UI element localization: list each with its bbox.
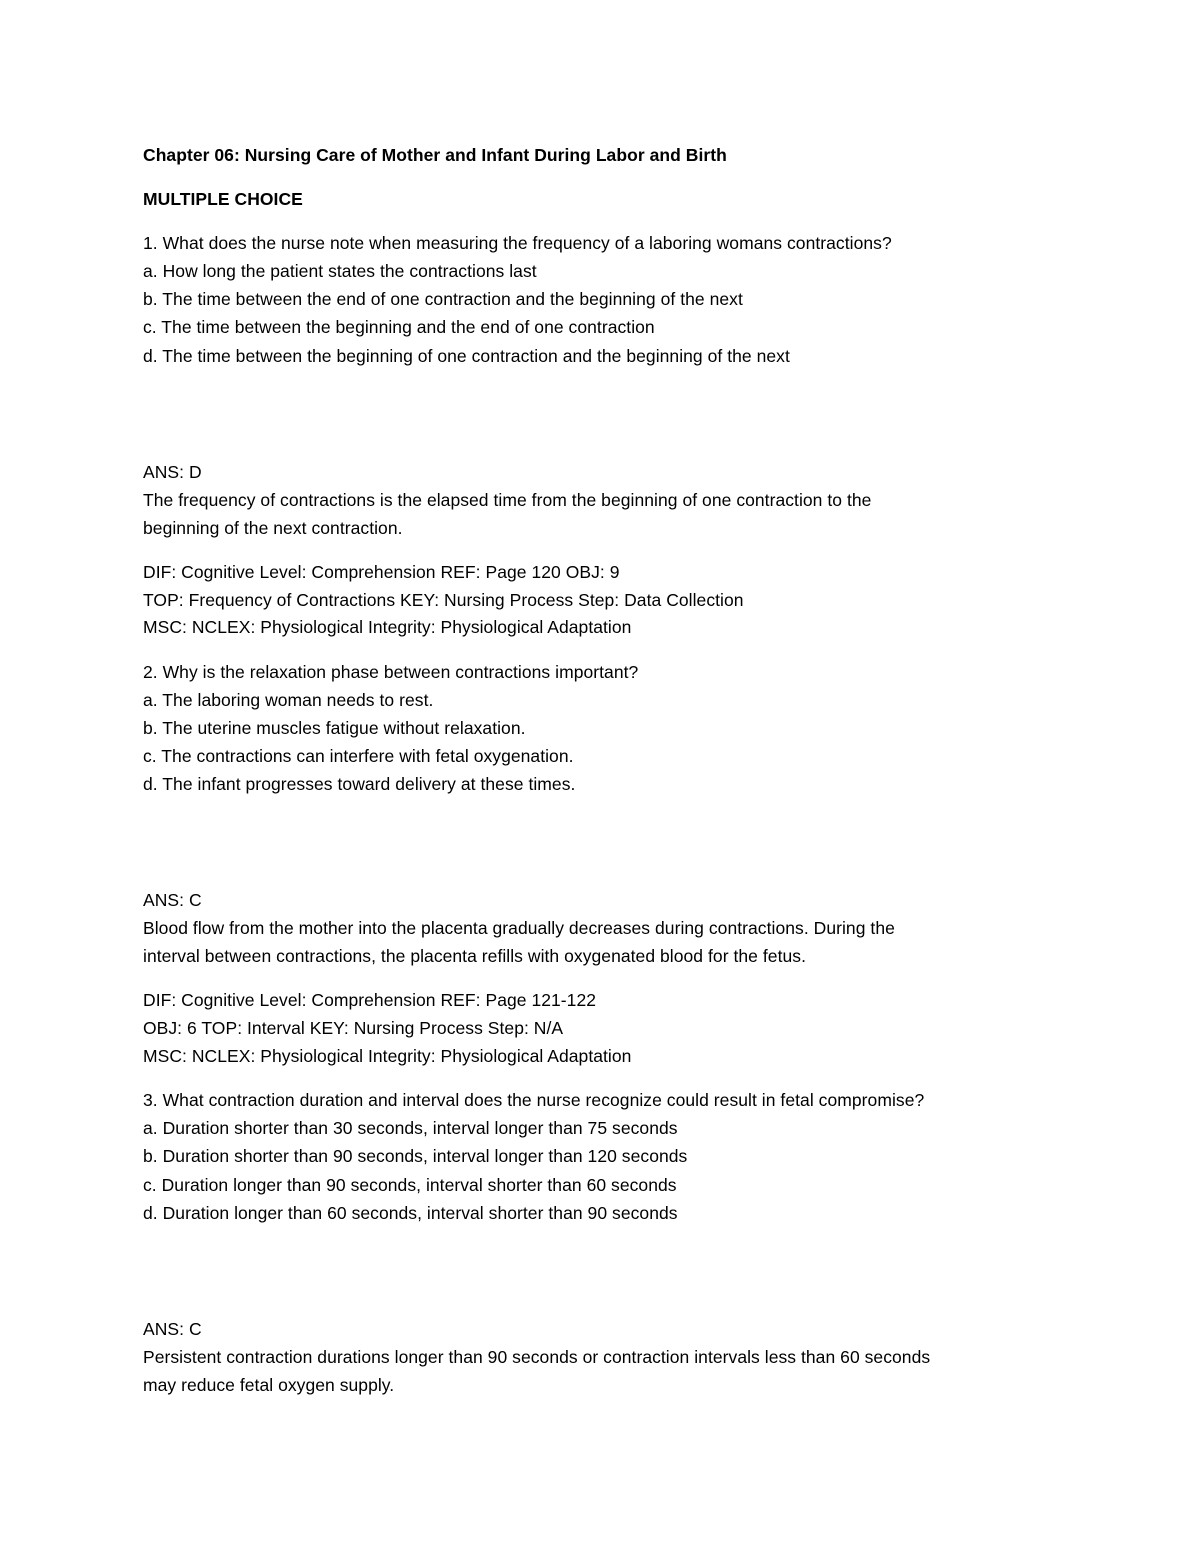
question-3-option-b: b. Duration shorter than 90 seconds, interval longer than 120 seconds xyxy=(143,1146,688,1166)
question-1-option-b: b. The time between the end of one contraction and the beginning of the next xyxy=(143,289,743,309)
question-1-meta-top: TOP: Frequency of Contractions KEY: Nursing Process Step: Data Collection xyxy=(143,590,744,610)
question-2-option-d: d. The infant progresses toward delivery at these times. xyxy=(143,774,576,794)
question-2-meta-obj: OBJ: 6 TOP: Interval KEY: Nursing Process Step: N/A xyxy=(143,1018,564,1038)
question-2-rationale-line-2: interval between contractions, the placenta refills with oxygenated blood for the fetus. xyxy=(143,946,806,966)
question-1-option-c: c. The time between the beginning and the end of one contraction xyxy=(143,317,655,337)
question-2-option-a: a. The laboring woman needs to rest. xyxy=(143,690,434,710)
question-2-option-c: c. The contractions can interfere with fetal oxygenation. xyxy=(143,746,574,766)
question-2-rationale-line-1: Blood flow from the mother into the placenta gradually decreases during contractions. During the xyxy=(143,918,895,938)
question-1-meta-msc: MSC: NCLEX: Physiological Integrity: Physiological Adaptation xyxy=(143,617,632,637)
question-3-option-a: a. Duration shorter than 30 seconds, interval longer than 75 seconds xyxy=(143,1118,678,1138)
question-3-option-d: d. Duration longer than 60 seconds, interval shorter than 90 seconds xyxy=(143,1203,678,1223)
question-2-text: 2. Why is the relaxation phase between contractions important? xyxy=(143,662,639,682)
question-2-answer: ANS: C xyxy=(143,890,202,910)
question-3-answer: ANS: C xyxy=(143,1319,202,1339)
question-1-answer: ANS: D xyxy=(143,462,202,482)
question-1-option-d: d. The time between the beginning of one contraction and the beginning of the next xyxy=(143,346,790,366)
question-1-rationale-line-1: The frequency of contractions is the elapsed time from the beginning of one contraction to the xyxy=(143,490,872,510)
question-3-rationale-line-2: may reduce fetal oxygen supply. xyxy=(143,1375,395,1395)
question-2-meta-dif: DIF: Cognitive Level: Comprehension REF: Page 121-122 xyxy=(143,990,597,1010)
question-2-meta-msc: MSC: NCLEX: Physiological Integrity: Physiological Adaptation xyxy=(143,1046,632,1066)
question-1-rationale-line-2: beginning of the next contraction. xyxy=(143,518,403,538)
section-heading: MULTIPLE CHOICE xyxy=(143,189,303,209)
question-2-option-b: b. The uterine muscles fatigue without relaxation. xyxy=(143,718,526,738)
question-3-text: 3. What contraction duration and interval does the nurse recognize could result in fetal compromise? xyxy=(143,1090,925,1110)
question-1-meta-dif: DIF: Cognitive Level: Comprehension REF: Page 120 OBJ: 9 xyxy=(143,562,620,582)
question-3-option-c: c. Duration longer than 90 seconds, interval shorter than 60 seconds xyxy=(143,1175,677,1195)
question-1-option-a: a. How long the patient states the contractions last xyxy=(143,261,537,281)
question-1-text: 1. What does the nurse note when measuring the frequency of a laboring womans contractions? xyxy=(143,233,892,253)
question-3-rationale-line-1: Persistent contraction durations longer than 90 seconds or contraction intervals less than 60 seconds xyxy=(143,1347,931,1367)
chapter-title: Chapter 06: Nursing Care of Mother and Infant During Labor and Birth xyxy=(143,145,727,165)
